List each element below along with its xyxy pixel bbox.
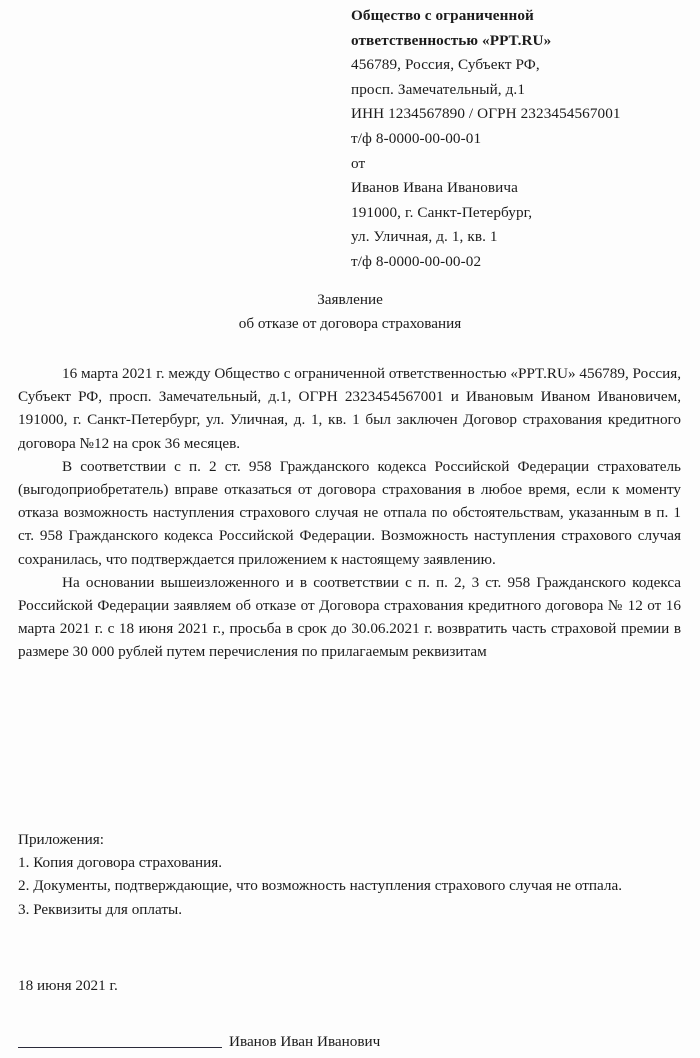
signatory-name: Иванов Иван Иванович: [229, 1033, 381, 1050]
signature-date: 18 июня 2021 г.: [18, 977, 118, 994]
company-name-line-2: ответственностью «PPT.RU»: [351, 31, 552, 49]
page-title: Заявление: [317, 291, 383, 308]
attachment-item-2: 2. Документы, подтверждающие, что возможность наступления страхового случая не отпала.: [18, 877, 622, 895]
applicant-name: Иванов Ивана Ивановича: [351, 179, 518, 197]
document-body: [18, 362, 681, 664]
document-title-block: [0, 288, 700, 336]
body-paragraph-1: 16 марта 2021 г. между Общество с ограниченной ответственностью «PPT.RU» 456789, Россия, Субъект РФ, просп. Замечательный, д.1, ОГРН 2323454567001 и Ивановым Иваном Ивановичем, 191000, г. Санкт-Петербург, ул. Уличная, д. 1, кв. 1 был заключен Договор страхования кредитного договора №12 на срок 36 месяцев.: [18, 365, 681, 452]
attachments-heading: Приложения:: [18, 831, 104, 848]
company-address-line-1: 456789, Россия, Субъект РФ,: [351, 56, 540, 74]
signature-block: [18, 1026, 681, 1052]
signature-rule: [18, 1047, 222, 1048]
attachments-section: [18, 828, 681, 921]
applicant-address-line-2: ул. Уличная, д. 1, кв. 1: [351, 228, 498, 246]
company-name-line-1: Общество с ограниченной: [351, 7, 534, 24]
page-subtitle: об отказе от договора страхования: [238, 315, 462, 332]
attachment-item-3: 3. Реквизиты для оплаты.: [18, 900, 182, 918]
body-paragraph-2: В соответствии с п. 2 ст. 958 Гражданского кодекса Российской Федерации страхователь (выгодоприобретатель) вправе отказаться от договора страхования в любое время, если к моменту отказа возможность наступления страхового случая не отпала по обстоятельствам, указанным в п. 1 ст. 958 Гражданского кодекса Российской Федерации. Возможность наступления страхового случая сохранилась, что подтверждается приложением к настоящему заявлению.: [18, 457, 681, 568]
from-label: от: [351, 154, 366, 172]
company-inn-ogrn: ИНН 1234567890 / ОГРН 2323454567001: [351, 105, 621, 123]
company-address-line-2: просп. Замечательный, д.1: [351, 80, 526, 98]
applicant-phone: т/ф 8-0000-00-00-02: [351, 252, 482, 270]
attachment-item-1: 1. Копия договора страхования.: [18, 854, 223, 872]
letterhead-requisites-block: [351, 4, 681, 275]
applicant-address-line-1: 191000, г. Санкт-Петербург,: [351, 203, 533, 221]
company-phone: т/ф 8-0000-00-00-01: [351, 129, 482, 147]
body-paragraph-3: На основании вышеизложенного и в соответствии с п. п. 2, 3 ст. 958 Гражданского кодекса Российской Федерации заявляем об отказе от Договора страхования кредитного договора № 12 от 16 марта 2021 г. с 18 июня 2021 г., просьба в срок до 30.06.2021 г. возвратить часть страховой премии в размере 30 000 рублей путем перечисления по прилагаемым реквизитам: [18, 573, 681, 661]
